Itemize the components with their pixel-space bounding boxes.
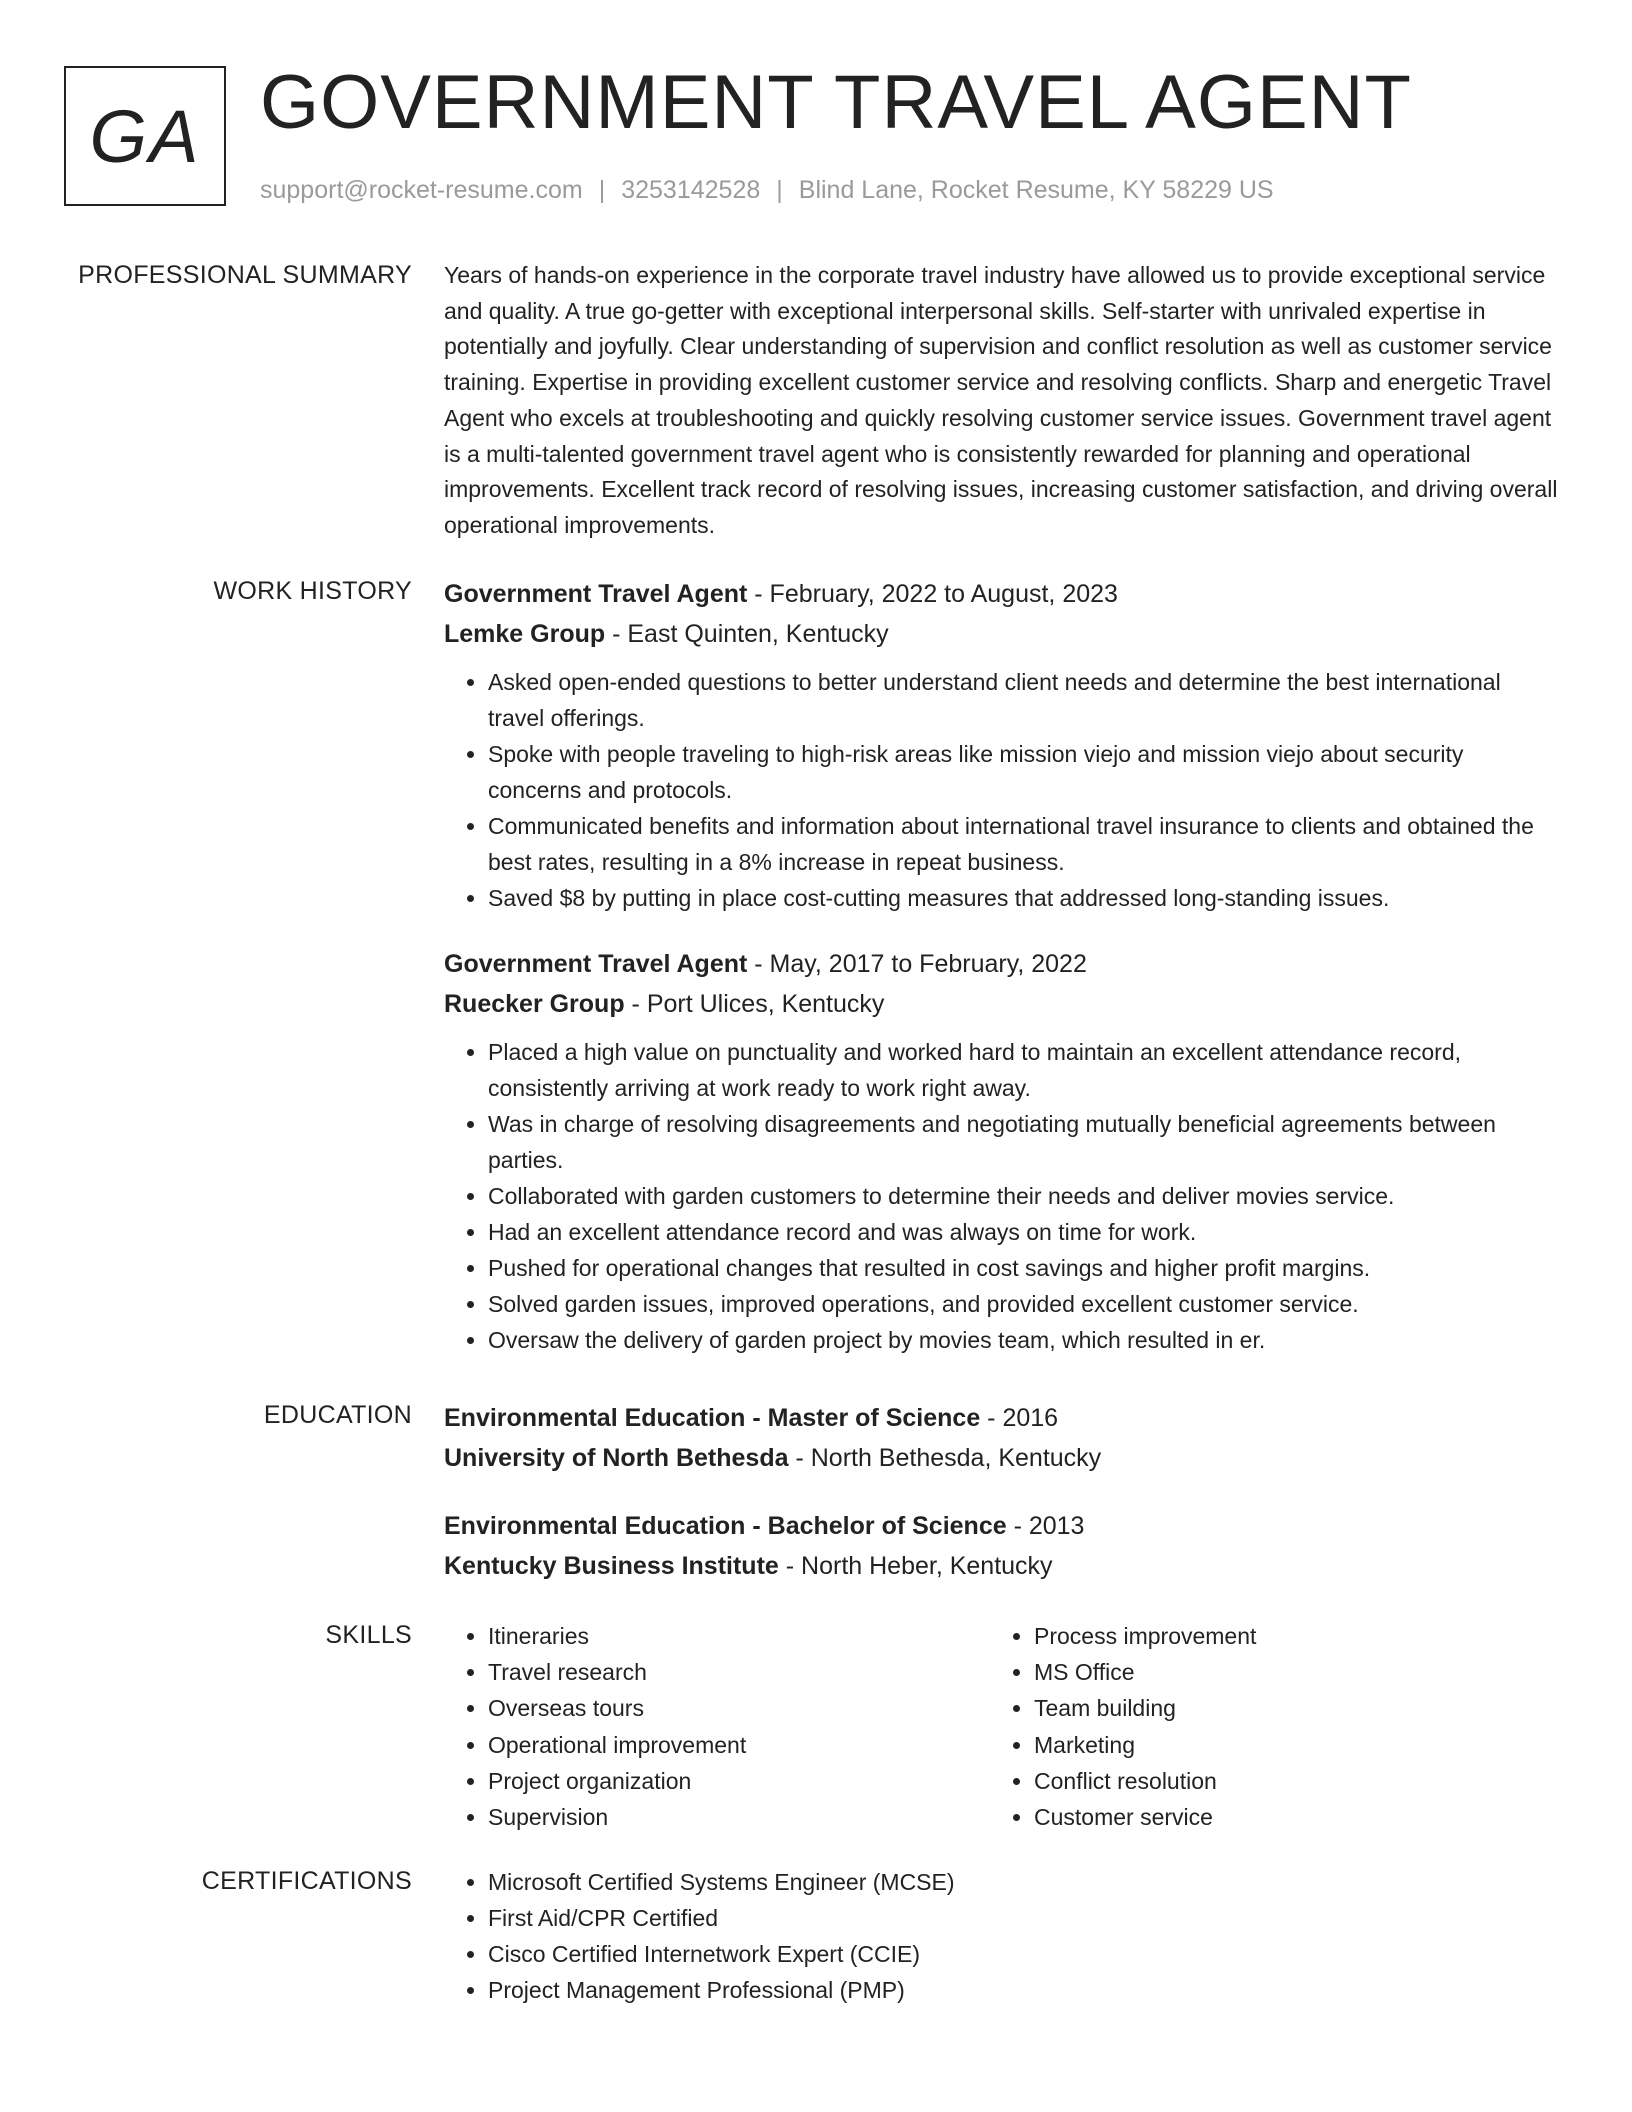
degree-line: [444, 1398, 1560, 1438]
section-label-skills: SKILLS: [325, 1621, 412, 1649]
skill-item: • Itineraries: [488, 1618, 990, 1654]
job-title: Government Travel Agent: [444, 580, 748, 608]
school-location: - North Bethesda, Kentucky: [788, 1444, 1102, 1472]
section-label-work-history: WORK HISTORY: [213, 577, 412, 605]
certifications-list: [444, 1864, 1560, 2008]
job-bullet: • Saved $8 by putting in place cost-cutting measures that addressed long-standing issues.: [488, 880, 1560, 916]
skill-item: • MS Office: [1034, 1654, 1536, 1690]
job-bullet: • Had an excellent attendance record and was always on time for work.: [488, 1214, 1560, 1250]
education-content: [444, 1398, 1560, 1586]
certification-item: • Microsoft Certified Systems Engineer (MCSE): [488, 1864, 1560, 1900]
skill-item: • Overseas tours: [488, 1690, 990, 1726]
job-title: Government Travel Agent: [444, 950, 748, 978]
degree: Environmental Education - Bachelor of Science: [444, 1512, 1007, 1540]
contact-separator: |: [598, 176, 606, 204]
degree: Environmental Education - Master of Science: [444, 1404, 981, 1432]
job-location: - Port Ulices, Kentucky: [624, 990, 885, 1018]
job-bullet: • Was in charge of resolving disagreements and negotiating mutually beneficial agreements between parties.: [488, 1106, 1560, 1178]
education-entry: [444, 1398, 1560, 1478]
monogram-logo: GA: [64, 66, 226, 206]
job-bullet: • Placed a high value on punctuality and worked hard to maintain an excellent attendance record, consistently arriving at work ready to work right away.: [488, 1034, 1560, 1106]
job-company: Ruecker Group: [444, 990, 625, 1018]
job-location: - East Quinten, Kentucky: [605, 620, 889, 648]
degree-year: - 2013: [1006, 1512, 1085, 1540]
work-history-content: [444, 574, 1560, 1358]
skills-columns: [444, 1618, 1560, 1835]
skill-item: • Marketing: [1034, 1727, 1536, 1763]
skill-item: • Travel research: [488, 1654, 990, 1690]
job-dates: - February, 2022 to August, 2023: [747, 580, 1118, 608]
skill-item: • Supervision: [488, 1799, 990, 1835]
school: University of North Bethesda: [444, 1444, 789, 1472]
job-bullet: • Oversaw the delivery of garden project by movies team, which resulted in er.: [488, 1322, 1560, 1358]
education-entry: [444, 1506, 1560, 1586]
skills-list-left: [444, 1618, 990, 1835]
job-bullets: [444, 664, 1560, 916]
skill-item: • Customer service: [1034, 1799, 1536, 1835]
section-label-education: EDUCATION: [263, 1401, 412, 1429]
job-entry: [444, 574, 1560, 916]
school-location: - North Heber, Kentucky: [778, 1552, 1053, 1580]
job-bullets: [444, 1034, 1560, 1358]
contact-address: Blind Lane, Rocket Resume, KY 58229 US: [798, 176, 1274, 204]
skill-item: • Project organization: [488, 1763, 990, 1799]
job-company-line: [444, 984, 1560, 1024]
job-bullet: • Pushed for operational changes that resulted in cost savings and higher profit margins.: [488, 1250, 1560, 1286]
contact-phone[interactable]: 3253142528: [621, 176, 761, 204]
certification-item: • Cisco Certified Internetwork Expert (CCIE): [488, 1936, 1560, 1972]
contact-line: [260, 174, 1274, 206]
skills-list-right: [990, 1618, 1536, 1835]
school-line: [444, 1438, 1560, 1478]
degree-year: - 2016: [980, 1404, 1059, 1432]
degree-line: [444, 1506, 1560, 1546]
certification-item: • Project Management Professional (PMP): [488, 1972, 1560, 2008]
skill-item: • Conflict resolution: [1034, 1763, 1536, 1799]
job-bullet: • Communicated benefits and information about international travel insurance to clients and obtained the best rates, resulting in a 8% increase in repeat business.: [488, 808, 1560, 880]
job-bullet: • Solved garden issues, improved operations, and provided excellent customer service.: [488, 1286, 1560, 1322]
job-bullet: • Spoke with people traveling to high-risk areas like mission viejo and mission viejo about security concerns and protocols.: [488, 736, 1560, 808]
resume-name-title: GOVERNMENT TRAVEL AGENT: [260, 60, 1412, 145]
section-label-summary: PROFESSIONAL SUMMARY: [78, 261, 412, 289]
certifications-content: [444, 1864, 1560, 2008]
section-label-certifications: CERTIFICATIONS: [201, 1867, 412, 1895]
skill-item: • Team building: [1034, 1690, 1536, 1726]
school-line: [444, 1546, 1560, 1586]
job-entry: [444, 944, 1560, 1358]
skill-item: • Operational improvement: [488, 1727, 990, 1763]
contact-email[interactable]: support@rocket-resume.com: [260, 176, 583, 204]
job-bullet: • Collaborated with garden customers to determine their needs and deliver movies service.: [488, 1178, 1560, 1214]
skills-content: [444, 1618, 1560, 1835]
certification-item: • First Aid/CPR Certified: [488, 1900, 1560, 1936]
school: Kentucky Business Institute: [444, 1552, 779, 1580]
summary-text: Years of hands-on experience in the corporate travel industry have allowed us to provide exceptional service and quality. A true go-getter with exceptional interpersonal skills. Self-starter with unrivaled expertise in potentially and joyfully. Clear understanding of supervision and conflict resolution as well as customer service training. Expertise in providing excellent customer service and resolving conflicts. Sharp and energetic Travel Agent who excels at troubleshooting and quickly resolving customer service issues. Government travel agent is a multi-talented government travel agent who is consistently rewarded for planning and operational improvements. Excellent track record of resolving issues, increasing customer satisfaction, and driving overall operational improvements.: [444, 262, 1558, 538]
job-title-line: [444, 574, 1560, 614]
contact-separator: |: [776, 176, 783, 204]
skill-item: • Process improvement: [1034, 1618, 1536, 1654]
job-company: Lemke Group: [444, 620, 606, 648]
job-bullet: • Asked open-ended questions to better understand client needs and determine the best international travel offerings.: [488, 664, 1560, 736]
job-dates: - May, 2017 to February, 2022: [747, 950, 1087, 978]
job-title-line: [444, 944, 1560, 984]
job-company-line: [444, 614, 1560, 654]
